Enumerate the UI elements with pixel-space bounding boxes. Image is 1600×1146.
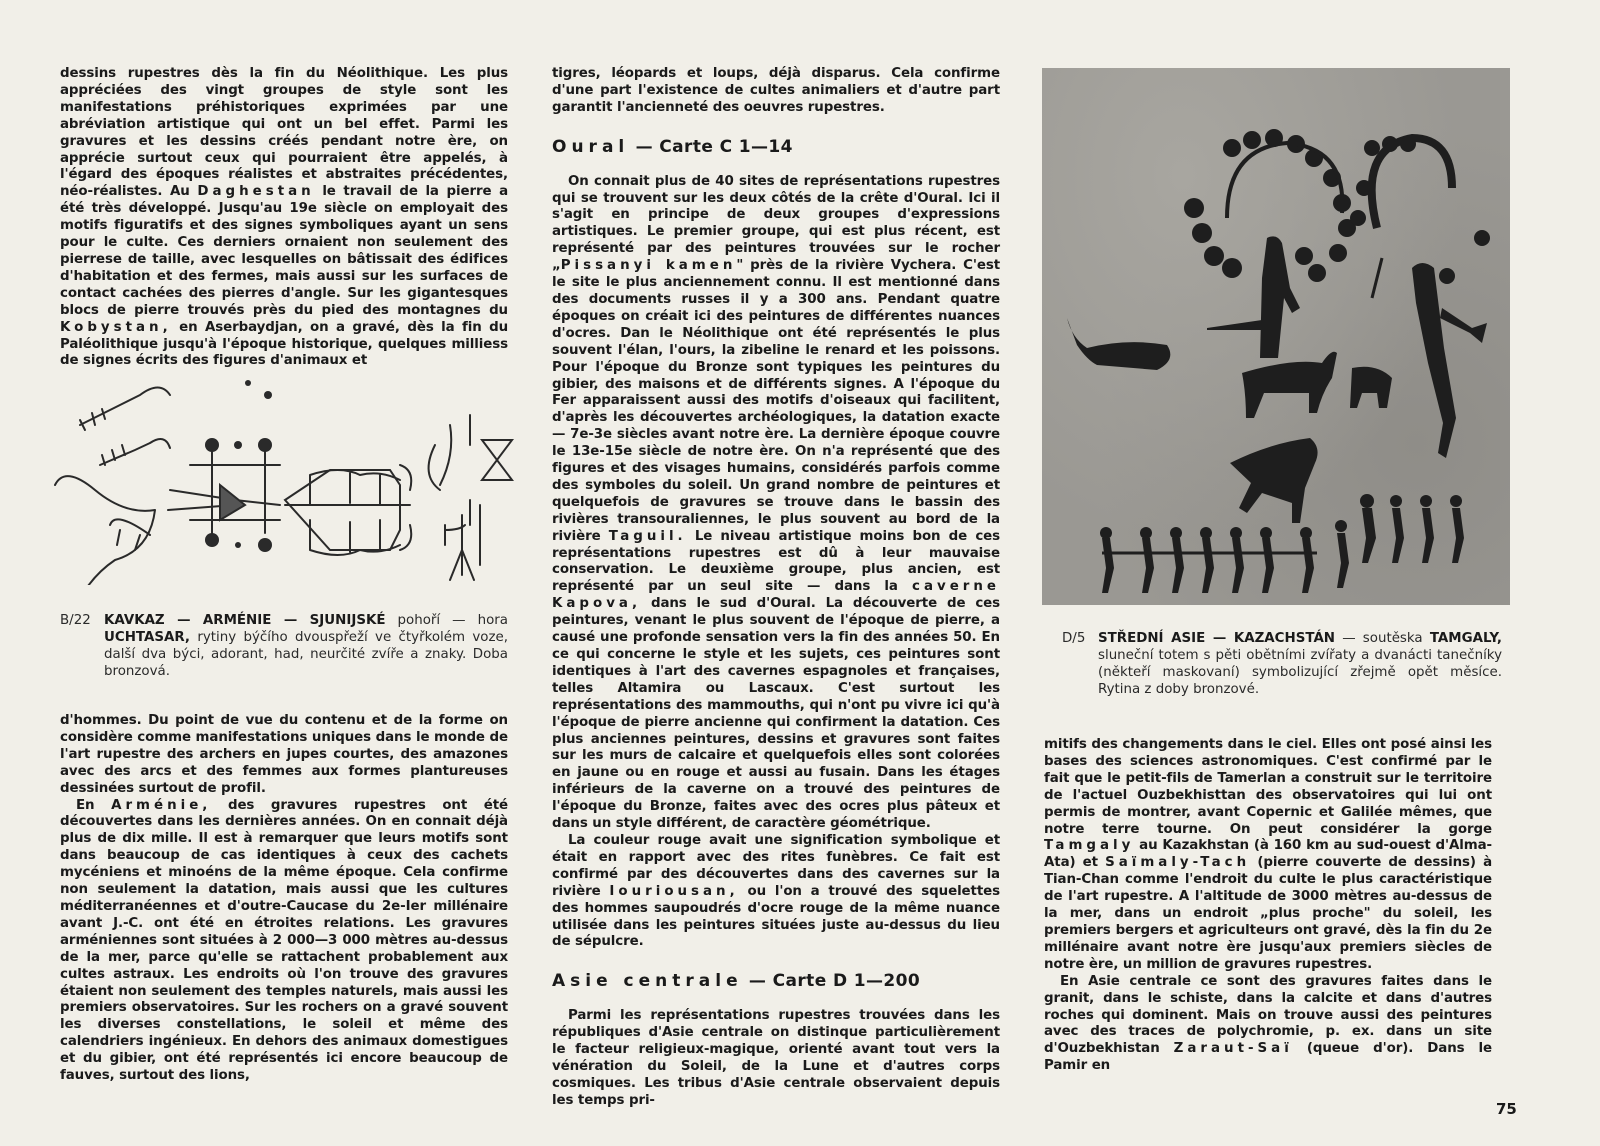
text: des gravures rupestres ont été découvertes dans les dernières années. On en connait déjà plus de dix mille. Il est à remarquer que leurs motifs sont dans beaucoup de cas identiques à ceux des cachets mycéniens et minoéns de la même époque. Cela confirme non seulement la datation, mais aussi que les cultures méditerranéennes et d'outre-Caucase du 2e-Ier millénaire avant J.-C. ont été en étroites relations. Les gravures arméniennes sont situées à 2 000—3 000 mètres au-dessus de la mer, parce qu'elle se rattachent probablement aux cultes astraux. Les endroits où l'on trouve des gravures étaient non seulement des temples naturels, mais aussi les premiers observatoires. Sur les rochers on a gravé souvent les diverses constellations, le soleil et même des calendriers ingénieux. En dehors des animaux domestigues et du gibier, ont été représentés ici encore beaucoup de fauves, surtout des lions, bbox=[60, 797, 509, 1084]
place-name-taguil: Taguil. bbox=[608, 528, 687, 544]
rock-painting-figures bbox=[1042, 68, 1510, 605]
caption-text: pohoří — hora bbox=[385, 613, 508, 628]
heading-name: Asie centrale bbox=[552, 971, 743, 992]
column-1-bottom bbox=[60, 713, 508, 1085]
text: en Aserbaydjan, on a gravé, dès la fin du Paléolithique jusqu'à l'époque historique, quelques milliess de signes écrits des figures d'animaux et bbox=[60, 319, 509, 369]
dancers-row bbox=[1100, 494, 1464, 593]
caption-text: — soutěska bbox=[1335, 631, 1430, 646]
paragraph bbox=[1044, 737, 1492, 974]
place-name-daghestan: Daghestan bbox=[197, 184, 315, 200]
text: le travail de la pierre a été très développé. Jusqu'au 19e siècle on employait des motifs figuratifs et des signes symboliques ayant un sens pour le culte. Ces derniers ornaient non seulement des pierrese de taille, avec lesquelles on bâtissait des édifices d'habitation et des fermes, mais aussi sur les surfaces de contact cachées des pierres d'angle. Sur les gigantesques blocs de pierre trouvés près du pied des montagnes du bbox=[60, 184, 509, 318]
text: " près de la rivière Vychera. C'est le site le plus anciennement connu. Il est mentionné dans des documents russes il y a 300 ans. Pendant quatre époques on créait ici des peintures de différentes nuances d'ocres. Dan le Néolithique ont été représentés le plus souvent l'élan, l'ours, la zibeline le renard et les poissons. Pour l'époque du Bronze sont typiques les peintures du gibier, des maisons et de différents signes. A l'époque du Fer apparaissent aussi des motifs d'oiseaux qui facilitent, d'après les découvertes archéologiques, la datation exacte — 7e-3e siècles avant notre ère. La dernière époque couvre le 13e-15e siècle de notre ère. On n'a représenté que des figures et des visages humains, considérés parfois comme des symboles du soleil. Un grand nombre de peintures et quelquefois de gravures se trouve dans le bassin des rivières transouraliennes, le plus souvent au bord de la rivière bbox=[552, 258, 1000, 544]
paragraph: tigres, léopards et loups, déjà disparus. Cela confirme d'une part l'existence de cultes animaliers et d'autre part garantit l'ancienneté des oeuvres rupestres. bbox=[552, 66, 1000, 115]
caption-bold: KAVKAZ — ARMÉNIE — SJUNIJSKÉ bbox=[104, 613, 386, 628]
caption-bold: STŘEDNÍ ASIE — KAZACHSTÁN bbox=[1098, 631, 1336, 646]
heading-rest: — Carte C 1—14 bbox=[629, 136, 793, 157]
text: Au bbox=[170, 184, 190, 200]
text: mitifs des changements dans le ciel. Elles ont posé ainsi les bases des sciences astronomiques. C'est confirmé par le fait que le petit-fils de Tamerlan a construit sur le territoire de l'actuel Ouzbekhisttan des observatoires qui lui ont permis de montrer, avant Copernic et Galilée mêmes, que notre terre tourne. On peut considérer la gorge bbox=[1044, 737, 1492, 837]
text: dessins rupestres dès la fin du Néolithique. Les plus appréciées des vingt groupes de style sont les manifestations préhistoriques exprimées par une abréviation artistique qui ont un bel effet. Parmi les gravures et les dessins créés pendant notre ère, on apprécie surtout ceux qui pourraient être appelés, à l'égard des époques réalistes et abstraites précédentes, néo-réalistes. bbox=[60, 66, 508, 200]
section-heading-asie-centrale bbox=[552, 973, 1000, 990]
heading-name: Oural bbox=[552, 136, 630, 157]
text: dans le sud d'Oural. La découverte de ces peintures, venant le plus souvent de l'époque de pierre, a causé une profonde sensation vers la fin des années 50. En ce qui concerne le style et les sujets, ces peintures sont identiques à l'art des cavernes espagnoles et françaises, telles Altamira ou Lascaux. C'est surtout les représentations des mammouths, qui n'ont pu vivre ici qu'à l'époque de pierre ancienne qui confirment la datation. Ces plus anciennes peintures, dessins et gravures sont faites sur les murs de calcaire et quelquefois elles sont colorées en jaune ou en rouge et aussi au fusain. Dans les étages inférieurs de la caverne on a trouvé des peintures de l'époque du Bronze, faites avec des ocres plus pâteux et dans un style différent, de caractère géométrique. bbox=[552, 596, 1001, 832]
place-name-saimaly-tach: Saïmaly-Tach bbox=[1105, 855, 1251, 871]
figure-caption-b22 bbox=[60, 612, 508, 680]
figure-caption-d5 bbox=[1062, 630, 1502, 698]
place-name-pissanyi-kamen: Pissanyi kamen bbox=[560, 258, 737, 274]
place-name-zaraut-sai: Zaraut-Saï bbox=[1173, 1041, 1293, 1057]
figure-label: D/5 bbox=[1062, 631, 1086, 646]
caption-text: sluneční totem s pěti obětními zvířaty a dvanácti tanečníky (někteří maskovaní) symbolizující zřejmě opět měsíce. Rytina z doby bronzové. bbox=[1098, 648, 1502, 697]
tamgaly-rock-painting-photo bbox=[1042, 68, 1510, 605]
text: On connait plus de 40 sites de représentations rupestres qui se trouvent sur les deux côtés de la crête d'Oural. Ici il s'agit en principe de deux groupes d'expressions artistiques. Le premier groupe, qui est plus récent, est représenté par des peintures trouvées sur le rocher „ bbox=[552, 173, 1000, 274]
text: au Kazakhstan (à 160 km au sud-ouest d'Alma-Ata) et bbox=[1044, 838, 1492, 871]
text: La couleur rouge avait une signification symbolique et était en rapport avec des rites funèbres. Ce fait est confirmé par des découvertes dans des cavernes sur la rivière bbox=[552, 832, 1000, 899]
text: En bbox=[76, 797, 95, 813]
petroglyph-drawing bbox=[50, 355, 520, 585]
column-1-top bbox=[60, 66, 508, 370]
paragraph bbox=[552, 174, 1000, 833]
column-2 bbox=[552, 66, 1000, 1110]
page-number: 75 bbox=[1496, 1100, 1517, 1118]
caption-bold: UCHTASAR, bbox=[104, 630, 191, 645]
paragraph bbox=[60, 66, 508, 370]
text: ou l'on a trouvé des squelettes des hommes saupoudrés d'ocre rouge de la même nuance utilisée dans les peintures situées juste au-dessus du lieu de sépulcre. bbox=[552, 883, 1000, 950]
place-name-kobystan: Kobystan, bbox=[60, 319, 172, 335]
section-heading-oural bbox=[552, 136, 1000, 157]
paragraph bbox=[552, 833, 1000, 951]
text: (pierre couverte de dessins) à Tian-Chan comme l'endroit du culte le plus caractéristique de l'art rupestre. A l'altitude de 3000 mètres au-dessus de la mer, dans un endroit „plus proche" du soleil, les premiers bergers et agriculteurs ont gravé, dès la fin du 2e millénaire avant notre ère jusqu'aux premiers siècles de notre ère, un million de gravures rupestres. bbox=[1044, 855, 1493, 972]
caption-bold: TAMGALY, bbox=[1429, 631, 1502, 646]
paragraph: Parmi les représentations rupestres trouvées dans les républiques d'Asie centrale on distinque particulièrement le facteur religieux-magique, orienté avant tout vers la vénération du Soleil, de la Lune et d'autres corps cosmiques. Les tribus d'Asie centrale observaient depuis les temps pri- bbox=[552, 1008, 1000, 1108]
paragraph bbox=[60, 798, 508, 1085]
paragraph bbox=[1044, 974, 1492, 1075]
text: Le niveau artistique moins bon de ces représentations rupestres est dû à leur mauvaise conservation. Le deuxième groupe, plus ancien, est représenté par un seul site — dans la bbox=[552, 528, 1001, 595]
column-3 bbox=[1044, 737, 1492, 1075]
caption-body bbox=[104, 612, 508, 680]
place-name-iouriousan: Iouriousan, bbox=[609, 883, 739, 899]
caption-text: rytiny býčího dvouspřeží ve čtyřkolém voze, další dva býci, adorant, had, neurčité zvíře a znaky. Doba bronzová. bbox=[104, 630, 508, 679]
figure-label: B/22 bbox=[60, 613, 91, 628]
text: En Asie centrale ce sont des gravures faites dans le granit, dans le schiste, dans la calcite et dans d'autres roches qui dominent. Mais on trouve aussi des peintures avec des traces de polychromie, p. ex. dans un site d'Ouzbekhistan bbox=[1044, 973, 1492, 1057]
text: (queue d'or). Dans le Pamir en bbox=[1044, 1041, 1493, 1074]
heading-rest: — Carte D 1—200 bbox=[742, 971, 921, 992]
caption-body bbox=[1098, 630, 1502, 698]
place-name-armenie: Arménie, bbox=[111, 797, 212, 813]
place-name-tamgaly: Tamgaly bbox=[1044, 838, 1135, 854]
paragraph: d'hommes. Du point de vue du contenu et de la forme on considère comme manifestations uniques dans le monde de l'art rupestre des archers en jupes courtes, des amazones avec des arcs et des femmes aux formes plantureuses dessinées surtout de profil. bbox=[60, 713, 508, 796]
place-name-kapova: caverne Kapova, bbox=[552, 579, 1001, 612]
